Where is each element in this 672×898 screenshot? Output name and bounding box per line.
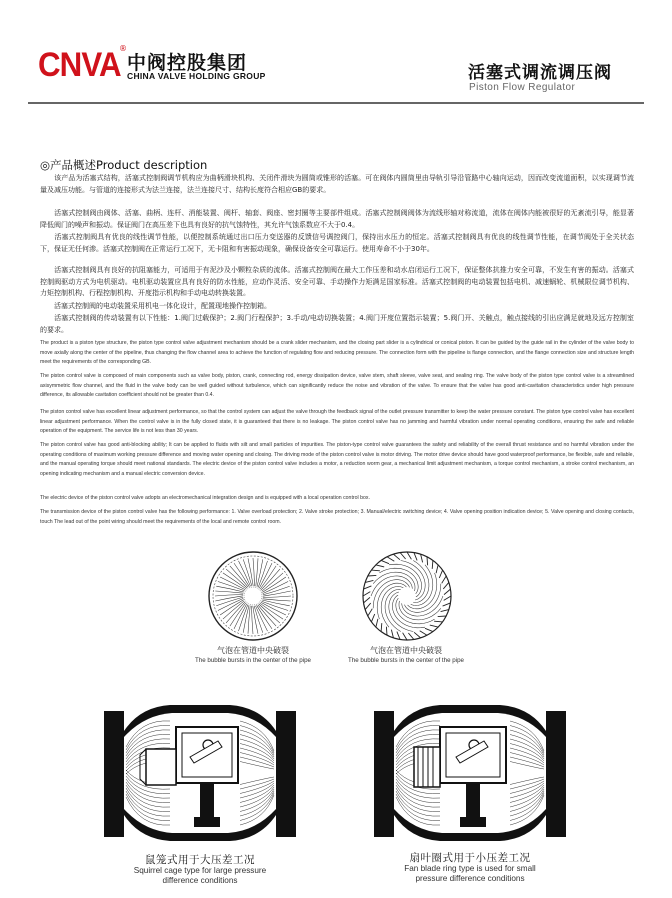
swirl-line (379, 568, 418, 594)
fan-blade (443, 603, 451, 606)
fan-blade (400, 553, 406, 560)
valve-caption-en-line2: difference conditions (162, 876, 238, 885)
bubble-caption-cn: 气泡在管道中央破裂 (370, 646, 442, 655)
fan-blade (439, 570, 442, 578)
fan-blade (376, 619, 378, 627)
fan-blade (427, 557, 428, 566)
valve-caption-cn: 鼠笼式用于大压差工况 (145, 854, 255, 866)
fan-blade (403, 633, 407, 640)
fan-blade (420, 631, 427, 636)
bubble-caption-en: The bubble bursts in the center of the pipe (348, 657, 464, 664)
fan-blade (432, 560, 433, 569)
fan-blade (393, 554, 400, 560)
fan-blade (381, 560, 389, 563)
flow-line (215, 595, 243, 597)
flow-line (253, 558, 255, 586)
fan-blade (442, 576, 447, 583)
fan-blade (407, 552, 411, 559)
product-title-cn: 活塞式调流调压阀 (468, 63, 612, 83)
fan-blade (364, 586, 372, 589)
fan-blade (414, 553, 417, 561)
swirl-line (371, 576, 412, 596)
fan-blade (371, 614, 374, 622)
fan-blade (430, 625, 438, 627)
fan-blade (443, 582, 449, 589)
description-en-paragraph: The electric device of the piston control valve adopts an electromechanical integration design and is equipped with a local operation control box. (40, 495, 370, 501)
description-en-paragraph: The piston control valve is composed of main components such as valve body, piston, crank, connecting rod, energy dissipation device, valve stem, shaft sleeve, valve seat, and sealing ring. The valve body of the piston type control valve is a streamlined axisymmetric flow channel, and the fluid in the valve body can be well guided without turbulence, which can significantly reduce the noise and vibration of the valve. To ensure that the valve has good anti-cavitation characteristics under high pressure difference, its allowable cavitation coefficient should not be greater than 0.4. (40, 373, 634, 399)
flow-line (263, 599, 291, 601)
fan-blade (434, 621, 443, 622)
section-heading: ◎产品概述Product description (40, 158, 208, 172)
description-cn-paragraph: 活塞式控制阀的电动装置采用机电一体化设计，配置现地操作控制箱。 (40, 302, 271, 310)
description-en-paragraph: The transmission device of the piston control valve has the following performance: 1. Valve overload protection; 2. Valve stroke protection; 3. Manual/electric switching device; 4. Valve opening position indication device; 5. Valve opening and closing contacts, touch The lead out of the point wiring should meet the requirements of the local and remote control room. (40, 509, 634, 525)
flow-line (256, 558, 258, 586)
swirl-line (396, 598, 435, 624)
header-divider (28, 102, 644, 104)
fan-blade (365, 603, 371, 610)
fan-blade (371, 570, 380, 571)
brand-logo-mark: CNVA (38, 46, 121, 84)
flow-line (218, 582, 245, 591)
fan-blade (444, 596, 451, 600)
flow-line (248, 606, 250, 634)
flow-line (239, 605, 248, 632)
fan-blade (381, 623, 382, 632)
swirl-line (377, 583, 406, 619)
fan-blade (421, 554, 423, 562)
fan-blade (397, 632, 400, 640)
registered-mark: ® (119, 44, 127, 53)
fan-blade (441, 610, 449, 612)
swirl-line (373, 572, 415, 591)
description-cn-paragraph: 活塞式控制阀具有良好的抗阻塞能力，可适用于有泥沙及小颗粒杂质的流体。活塞式控制阀在最大工作压差和动水启闭运行工况下，保证整体抗推力安全可靠，不发生有害的振动。活塞式控制阀驱动方式为电机驱动。电机驱动装置应具有良好的防水性能，应动作灵活、安全可靠、手动操作力矩满足国家标准。活塞式控制阀的电动装置包括电机、减速蜗轮、机械限位调节机构、力矩控制机构、行程控制机构、开度指示机构和手动电动转换装置。 (40, 266, 634, 298)
flow-line (263, 596, 291, 598)
fan-blade (408, 633, 414, 640)
fan-blade (425, 628, 433, 631)
company-name-en: CHINA VALVE HOLDING GROUP (127, 71, 266, 81)
description-en-paragraph: The piston control valve has excellent linear adjustment performance, so that the control system can adjust the valve through the feedback signal of the outlet pressure transmitter to keep the water pressure constant. The piston type control valve has excellent linear adjustment performance. When the control valve is in the fully closed state, it is guaranteed that there is no leakage. The piston control valve has no jamming and harmful vibration under normal operating conditions, ensuring the safe and reliable operation of the equipment. The service life is not less than 30 years. (40, 409, 634, 435)
flow-line (258, 561, 267, 588)
flow-line (215, 591, 243, 593)
valve-caption-en-line1: Fan blade ring type is used for small (404, 864, 536, 873)
fan-blade (368, 609, 373, 616)
company-name-cn: 中阀控股集团 (127, 52, 248, 74)
description-cn-paragraph: 活塞式控制阀具有优良的线性调节性能，以便控制系统通过出口压力变送器的反馈信号调控阀门，保持出水压力的恒定。活塞式控制阀具有优良的线性调节性能，在调节阀处于全关状态下，保证无任何渗。活塞式控制阀在正常运行工况下，无卡阻和有害振动现象，确保设备安全可靠运行。使用寿命不小于30年。 (40, 233, 634, 253)
valve-caption-cn: 扇叶圈式用于小压差工况 (409, 852, 531, 864)
bubble-burst-figure-cage (198, 546, 308, 646)
description-en-paragraph: The product is a piston type structure, the piston type control valve adjustment mechanism should be a crank slider mechanism, and the closing part slider is a cylindrical or conical piston. It can be guided by the guide rail in the cylinder of the valve body to move axially along the center of the pipeline, thus changing the flow channel area to achieve the function of regulating flow and reducing pressure. The connection form with the pipeline is flange connection, and the flange connection size and structure length meet the requirements of the corresponding GB. (40, 340, 634, 366)
fan-blade (386, 627, 387, 636)
fan-blade (364, 597, 371, 603)
description-cn-paragraph: 活塞式控制阀的传动装置有以下性能：1.阀门过载保护；2.阀门行程保护；3.手动/电动切换装置；4.阀门开度位置指示装置；5.阀门开、关触点，触点接线的引出应满足就地及远方控制室的要求。 (40, 314, 634, 334)
description-cn-paragraph: 活塞式控制阀由阀体、活塞、曲柄、连杆、消能装置、阀杆、轴套、阀座、密封圈等主要部件组成。活塞式控制阀阀体为流线形轴对称流道，流体在阀体内能被很好的无紊流引导，能显著降低阀门的噪声和振动。保证阀门在高压差下也具有良好的抗气蚀特性，其允许气蚀系数应不大于0.4。 (40, 209, 634, 229)
flow-line (252, 606, 254, 634)
fan-blade (391, 630, 393, 638)
fan-blade (363, 592, 370, 596)
fan-blade (365, 580, 373, 582)
bubble-caption-en: The bubble bursts in the center of the pipe (195, 657, 311, 664)
flow-line (262, 601, 289, 610)
description-en-paragraph: The piston control valve has good anti-blocking ability; It can be applied to fluids with silt and small particles of impurities. The piston-type control valve guarantees the safety and reliability of the overall thrust resistance and no harmful vibration under the operating conditions of maximum working pressure difference and moving water opening and closing. The driving mode of the piston control valve is motor driving. The motor drive device should have good waterproof performance, be flexible, safe and reliable, and the manual operating torque should meet national standards. The electric device of the piston control valve includes a motor, a reduction worm gear, a mechanical limit adjustment mechanism, a torque control mechanism, a stroke control mechanism, an opening indicating mechanism and a manual electric conversion device. (40, 442, 635, 477)
valve-section-squirrel-cage (100, 697, 300, 849)
fan-blade (387, 557, 394, 562)
bubble-burst-figure-fan (352, 546, 462, 646)
fan-blade (414, 632, 421, 638)
fan-blade (368, 575, 377, 576)
valve-section-fan-blade (370, 697, 570, 849)
valve-caption-en-line2: pressure difference conditions (415, 874, 525, 883)
fan-blade (444, 589, 451, 595)
fan-blade (436, 565, 438, 573)
swirl-line (408, 573, 437, 609)
product-title-en: Piston Flow Regulator (469, 82, 576, 93)
swirl-line (399, 601, 441, 620)
bubble-caption-cn: 气泡在管道中央破裂 (217, 646, 289, 655)
valve-caption-en-line1: Squirrel cage type for large pressure (133, 866, 267, 875)
fan-blade (376, 565, 384, 567)
fan-blade (438, 616, 447, 617)
swirl-line (402, 596, 443, 616)
description-cn-paragraph: 该产品为活塞式结构，活塞式控制阀调节机构应为曲柄滑块机构、关闭件滑块为圆筒或锥形的活塞。可在阀体内圆筒里由导轨引导沿管路中心轴向运动，因而改变流道面积，以实现调节流量及减压功能。与管道的连接形式为法兰连接，法兰连接尺寸、结构长度符合相应GB的要求。 (40, 174, 634, 194)
